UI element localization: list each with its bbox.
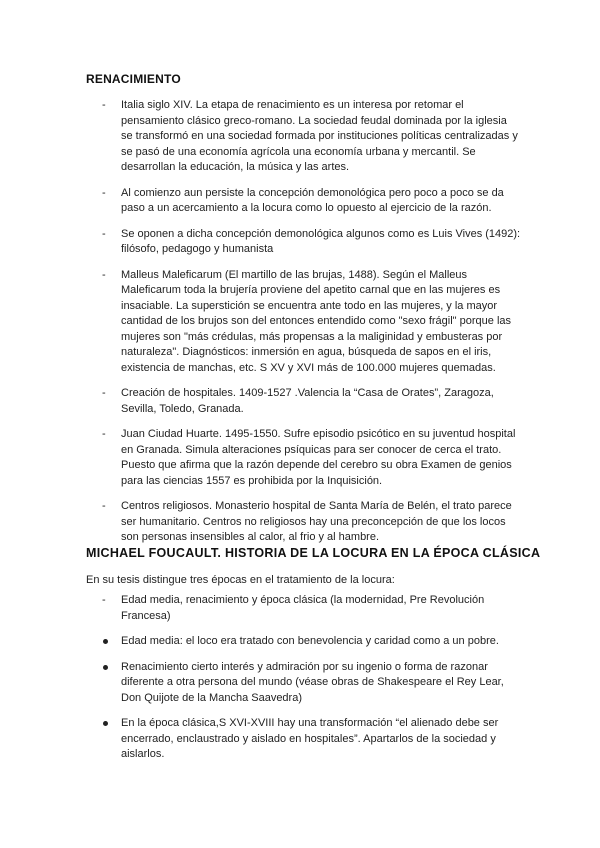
bullet-icon <box>103 665 108 670</box>
dash-marker: - <box>102 428 106 440</box>
dash-marker: - <box>102 594 106 606</box>
list-item <box>0 268 600 377</box>
list-item <box>0 499 600 546</box>
dash-marker: - <box>102 500 106 512</box>
list-item <box>0 716 600 763</box>
list-item-text: Edad media: el loco era tratado con benevolencia y caridad como a un pobre. <box>121 635 499 647</box>
list-item <box>0 593 600 624</box>
bullet-icon <box>103 721 108 726</box>
list-item-text: Renacimiento cierto interés y admiración por su ingenio o forma de razonar diferente a otra persona del mundo (véase obras de Shakespeare el Rey Lear, Don Quijote de la Mancha Saavedra) <box>121 660 504 704</box>
list-item-text: Malleus Maleficarum (El martillo de las brujas, 1488). Según el Malleus Maleficarum toda la brujería proviene del apetito carnal que en las mujeres es insaciable. La superstición se encuentra ante todo en las mujeres, y la mayor cantidad de los brujos son del entonces entendido como "sexo frágil" porque las mujeres son "más crédulas, más propensas a la maliginidad y embusteras por naturaleza". Diagnósticos: inmersión en agua, búsqueda de sapos en el iris, existencia de manchas, etc. S XV y XVI más de 100.000 mujeres quemadas. <box>121 268 512 374</box>
bullet-icon <box>103 639 108 644</box>
dash-marker: - <box>102 186 106 199</box>
list-item-text: Se oponen a dicha concepción demonológica algunos como es Luis Vives (1492): filósofo, pedagogo y humanista <box>121 227 521 255</box>
list-item <box>0 386 600 417</box>
list-item <box>0 98 600 176</box>
list-item <box>0 227 600 258</box>
list-item <box>0 634 600 650</box>
list-item <box>0 427 600 489</box>
section-title-renacimiento: RENACIMIENTO <box>86 72 181 86</box>
renacimiento-list <box>0 98 600 556</box>
dash-marker: - <box>102 268 106 281</box>
foucault-list <box>0 593 600 773</box>
dash-marker: - <box>102 387 106 399</box>
dash-marker: - <box>102 99 106 111</box>
list-item-text: Centros religiosos. Monasterio hospital de Santa María de Belén, el trato parece ser humanitario. Centros no religiosos hay una preconcepción de que los locos son personas insensibles al calor, al frio y al hambre. <box>121 500 512 543</box>
list-item <box>0 186 600 217</box>
list-item-text: Italia siglo XIV. La etapa de renacimiento es un interesa por retomar el pensamiento clásico greco-romano. La sociedad feudal dominada por la iglesia se transformó en una sociedad formada por instituciones políticas centralizadas y se pasó de una economía agrícola una economía urbana y mercantil. Se desarrollan la educación, la música y las artes. <box>121 99 518 173</box>
list-item-text: Juan Ciudad Huarte. 1495-1550. Sufre episodio psicótico en su juventud hospital en Granada. Simula alteraciones psíquicas para ser conocer de cerca el trato. Puesto que afirma que la razón depende del cerebro su obra Examen de genios para las ciencias 1557 es prohibida por la Inquisición. <box>121 428 516 487</box>
list-item-text: Creación de hospitales. 1409-1527 .Valencia la “Casa de Orates”, Zaragoza, Sevilla, Toledo, Granada. <box>121 387 494 415</box>
list-item-text: En la época clásica,S XVI-XVIII hay una transformación “el alienado debe ser encerrado, enclaustrado y aislado en hospitales”. Apartarlos de la sociedad y aislarlos. <box>121 717 499 760</box>
section-title-foucault: MICHAEL FOUCAULT. HISTORIA DE LA LOCURA EN LA ÉPOCA CLÁSICA <box>86 546 541 560</box>
list-item <box>0 660 600 707</box>
section-intro: En su tesis distingue tres épocas en el tratamiento de la locura: <box>86 574 395 586</box>
dash-marker: - <box>102 227 106 240</box>
list-item-text: Al comienzo aun persiste la concepción demonológica pero poco a poco se da paso a un acercamiento a la locura como lo opuesto al ejercicio de la razón. <box>121 186 504 214</box>
list-item-text: Edad media, renacimiento y época clásica (la modernidad, Pre Revolución Francesa) <box>121 594 485 622</box>
